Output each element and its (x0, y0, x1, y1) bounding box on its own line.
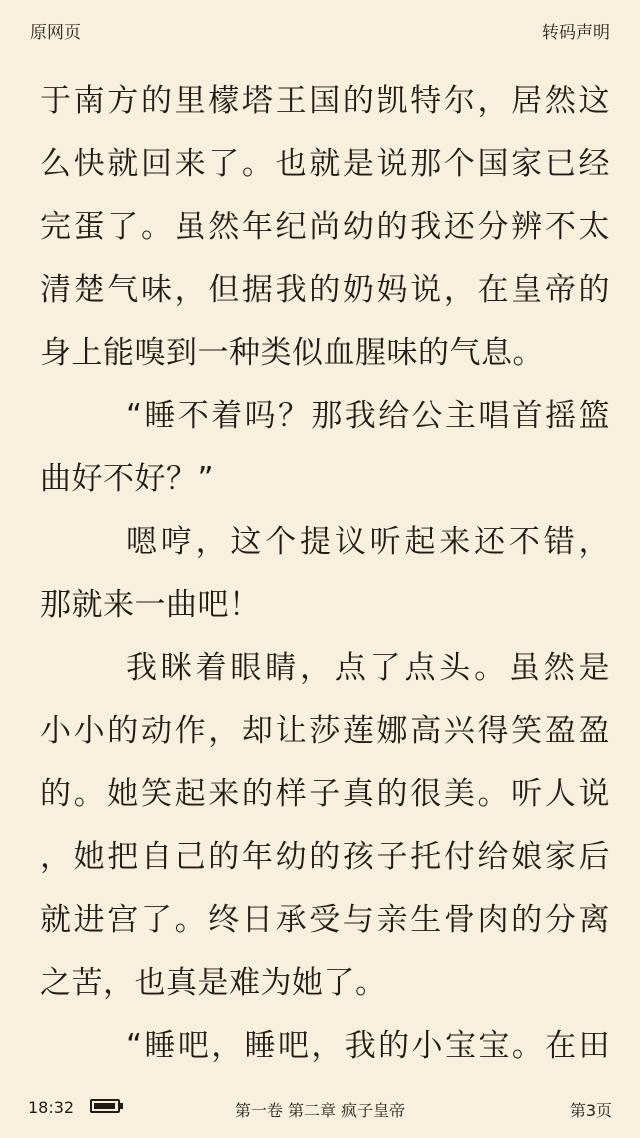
clock-time: 18:32 (28, 1098, 75, 1117)
status-bar (0, 1084, 640, 1138)
chapter-title: 第一卷 第二章 疯子皇帝 (234, 1101, 406, 1120)
text-line: 于南方的里檬塔王国的凯特尔，居然这 (40, 83, 610, 119)
text-line: 之苦，也真是难为她了。 (40, 965, 387, 1001)
reading-content[interactable] (40, 70, 610, 1078)
text-line: 完蛋了。虽然年纪尚幼的我还分辨不太 (40, 209, 610, 245)
text-line: ，她把自己的年幼的孩子托付给娘家后 (40, 839, 610, 875)
text-line: 嗯哼，这个提议听起来还不错， (126, 524, 610, 560)
text-line: “睡不着吗？那我给公主唱首摇篮 (126, 398, 610, 434)
text-line: 身上能嗅到一种类似血腥味的气息。 (40, 335, 544, 371)
original-page-link[interactable]: 原网页 (30, 23, 81, 43)
text-line: 曲好不好？” (40, 461, 215, 497)
text-line: 那就来一曲吧！ (40, 587, 261, 623)
text-line: 么快就回来了。也就是说那个国家已经 (40, 146, 610, 182)
text-line: 的。她笑起来的样子真的很美。听人说 (40, 776, 610, 812)
text-line: 清楚气味，但据我的奶妈说，在皇帝的 (40, 272, 610, 308)
top-bar (0, 0, 640, 62)
text-line: 就进宫了。终日承受与亲生骨肉的分离 (40, 902, 610, 938)
text-line: 小小的动作，却让莎莲娜高兴得笑盈盈 (40, 713, 610, 749)
text-line: “睡吧，睡吧，我的小宝宝。在田 (126, 1028, 610, 1064)
transcode-statement-link[interactable]: 转码声明 (542, 23, 610, 43)
page-number: 第3页 (569, 1101, 612, 1120)
text-line: 我眯着眼睛，点了点头。虽然是 (126, 650, 610, 686)
